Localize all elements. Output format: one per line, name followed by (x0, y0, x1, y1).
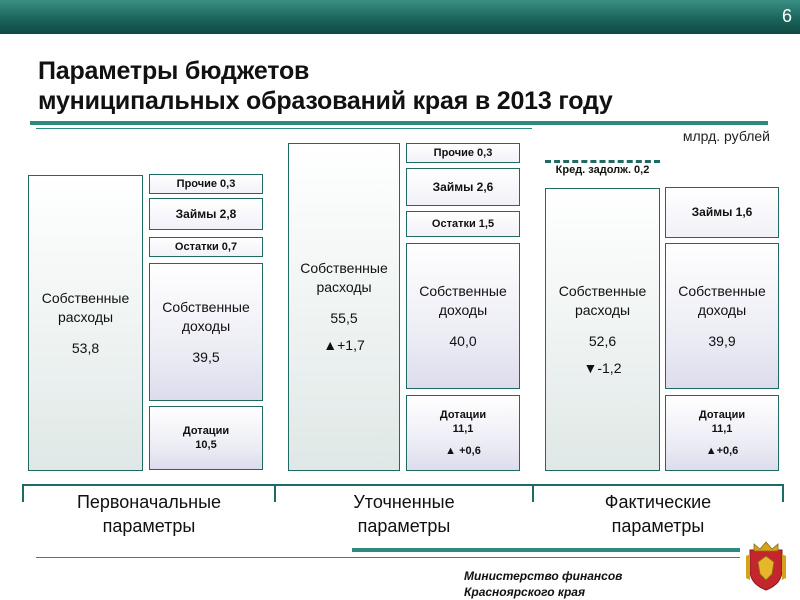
category-label-refined (276, 490, 532, 538)
category-label-line: параметры (357, 516, 451, 536)
loans-label: Займы 2,6 (432, 179, 494, 194)
other-label: Прочие 0,3 (433, 147, 493, 159)
title-underline-thin (36, 128, 532, 129)
title-line-2: муниципальных образований края в 2013 году (38, 87, 613, 115)
loans-box-actual (665, 187, 779, 238)
footer-line-1: Министерство финансов (464, 569, 623, 583)
loans-box-refined (406, 168, 520, 206)
expenses-box-refined (288, 143, 400, 471)
expenses-label: расходы (574, 301, 631, 318)
page-title (38, 56, 613, 116)
expenses-label: Собственные (300, 260, 388, 276)
category-label-line: параметры (611, 516, 705, 536)
own-income-label: доходы (181, 317, 231, 334)
own-income-value: 39,5 (192, 348, 220, 365)
own-income-value: 40,0 (449, 332, 477, 349)
subsidies-box-refined (406, 395, 520, 471)
category-label-initial (24, 490, 274, 538)
balances-label: Остатки 1,5 (431, 218, 495, 230)
loans-label: Займы 2,8 (175, 206, 237, 221)
expenses-value: 52,6 (588, 332, 617, 349)
subsidies-value: 10,5 (195, 439, 217, 451)
subsidies-label: Дотации (698, 409, 746, 421)
page-number: 6 (781, 6, 792, 26)
balances-box-initial (149, 237, 263, 257)
other-label: Прочие 0,3 (176, 178, 236, 190)
footer-rule-thin (36, 557, 740, 558)
subsidies-box-initial (149, 406, 263, 470)
footer-line-2: Красноярского края (464, 585, 586, 599)
own-income-label: Собственные (419, 282, 507, 299)
subsidies-value: 11,1 (452, 423, 474, 435)
subsidies-change: ▲ +0,6 (445, 445, 481, 457)
balances-label: Остатки 0,7 (174, 241, 238, 253)
title-underline (30, 121, 768, 125)
other-box-initial (149, 174, 263, 194)
category-label-line: параметры (102, 516, 196, 536)
own-income-box-actual (665, 243, 779, 389)
category-axis-tick (782, 484, 784, 502)
expenses-label: расходы (316, 279, 372, 295)
own-income-box-refined (406, 243, 520, 389)
subsidies-label: Дотации (439, 409, 487, 421)
other-box-refined (406, 143, 520, 163)
subsidies-label: Дотации (182, 425, 230, 437)
krasnoyarsk-coat-of-arms-icon (744, 540, 788, 592)
credit-debt-dashed-border (545, 160, 660, 163)
category-label-line: Фактические (604, 492, 712, 512)
balances-box-refined (406, 211, 520, 237)
expenses-box-initial (28, 175, 143, 471)
expenses-box-actual (545, 188, 660, 471)
subsidies-change: ▲+0,6 (705, 445, 739, 457)
expenses-change: ▲+1,7 (323, 337, 365, 353)
subsidies-value: 11,1 (711, 423, 733, 435)
expenses-change: ▼-1,2 (583, 359, 622, 376)
footer-ministry (464, 568, 622, 600)
own-income-box-initial (149, 263, 263, 401)
title-line-1: Параметры бюджетов (38, 57, 310, 85)
loans-label: Займы 1,6 (691, 205, 753, 219)
category-label-line: Первоначальные (76, 492, 222, 512)
own-income-label: доходы (697, 301, 747, 318)
expenses-value: 55,5 (330, 310, 358, 326)
expenses-label: Собственные (558, 282, 647, 299)
footer-rule-thick (352, 548, 740, 552)
expenses-label: Собственные (41, 289, 130, 306)
expenses-value: 53,8 (71, 339, 100, 356)
category-label-line: Уточненные (353, 492, 455, 512)
expenses-label: расходы (57, 308, 114, 325)
credit-debt-label: Кред. задолж. 0,2 (545, 164, 660, 182)
own-income-label: Собственные (678, 282, 766, 299)
subsidies-box-actual (665, 395, 779, 471)
own-income-label: доходы (438, 301, 488, 318)
loans-box-initial (149, 198, 263, 230)
own-income-label: Собственные (162, 298, 250, 315)
own-income-value: 39,9 (708, 332, 736, 349)
units-label: млрд. рублей (682, 128, 770, 144)
header-bar (0, 0, 800, 34)
category-label-actual (534, 490, 782, 538)
category-axis-line (22, 484, 784, 486)
